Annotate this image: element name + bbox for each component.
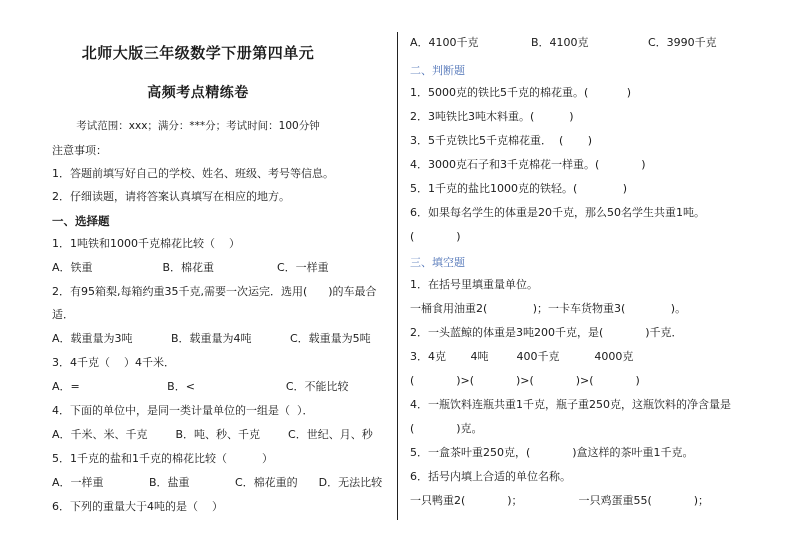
- question-line-cont: 适．: [52, 308, 74, 321]
- section-choice-heading: 一、选择题: [52, 214, 110, 228]
- fill-item: 6．括号内填上合适的单位名称。: [410, 470, 571, 483]
- document-title: 北师大版三年级数学下册第四单元: [81, 44, 315, 62]
- question-line: 6．下列的重量大于4吨的是（ ）: [52, 500, 223, 513]
- section-judge-heading: 二、判断题: [410, 64, 465, 77]
- section-fill-heading: 三、填空题: [410, 256, 465, 269]
- question-line: 3．4千克（ ）4千米．: [52, 356, 175, 369]
- fill-item: 一桶食用油重2( )；一卡车货物重3( )。: [410, 302, 687, 315]
- fill-item: 3．4克 4吨 400千克 4000克: [410, 350, 634, 363]
- options-line: A．载重量为3吨 B．载重量为4吨 C．载重量为5吨: [52, 332, 371, 345]
- question-line: 4．下面的单位中，是同一类计量单位的一组是（ ）．: [52, 404, 314, 417]
- question-line: 1．1吨铁和1000千克棉花比较（ ）: [52, 237, 240, 250]
- question-line: 2．有95箱梨,每箱约重35千克,需要一次运完．选用( )的车最合: [52, 285, 377, 298]
- left-column: [0, 0, 396, 560]
- judge-item: 1．5000克的铁比5千克的棉花重。( ): [410, 86, 632, 99]
- right-column: [398, 0, 794, 560]
- fill-item: 4．一瓶饮料连瓶共重1千克，瓶子重250克，这瓶饮料的净含量是: [410, 398, 731, 411]
- note-item: 1．答题前填写好自己的学校、姓名、班级、考号等信息。: [52, 167, 334, 180]
- options-line: A．= B．< C．不能比较: [52, 380, 349, 393]
- options-line: A．一样重 B．盐重 C．棉花重的 D．无法比较: [52, 476, 383, 489]
- fill-item: ( )>( )>( )>( ): [410, 374, 640, 387]
- options-line: A．千米、米、千克 B．吨、秒、千克 C．世纪、月、秒: [52, 428, 373, 441]
- document-subtitle: 高频考点精练卷: [147, 85, 249, 101]
- notes-header: 注意事项：: [52, 144, 107, 157]
- judge-item: 2．3吨铁比3吨木料重。( ): [410, 110, 574, 123]
- judge-item: 5．1千克的盐比1000克的铁轻。( ): [410, 182, 628, 195]
- judge-item: 3．5千克铁比5千克棉花重． ( ): [410, 134, 593, 147]
- fill-item: 一只鸭重2( )； 一只鸡蛋重55( )；: [410, 494, 710, 507]
- exam-meta: 考试范围：xxx；满分：***分；考试时间：100分钟: [76, 120, 320, 132]
- fill-item: ( )克。: [410, 422, 483, 435]
- fill-item: 2．一头蓝鲸的体重是3吨200千克，是( )千克．: [410, 326, 683, 339]
- judge-item: 4．3000克石子和3千克棉花一样重。( ): [410, 158, 646, 171]
- options-line: A．铁重 B．棉花重 C．一样重: [52, 261, 329, 274]
- options-line: A．4100千克 B．4100克 C．3990千克: [410, 36, 717, 49]
- judge-item: 6．如果每名学生的体重是20千克，那么50名学生共重1吨。: [410, 206, 705, 219]
- fill-item: 1．在括号里填重量单位。: [410, 278, 538, 291]
- note-item: 2．仔细读题，请将答案认真填写在相应的地方。: [52, 190, 290, 203]
- question-line: 5．1千克的盐和1千克的棉花比较（ ）: [52, 452, 273, 465]
- fill-item: 5．一盒茶叶重250克，( )盒这样的茶叶重1千克。: [410, 446, 694, 459]
- judge-item-cont: ( ): [410, 230, 461, 243]
